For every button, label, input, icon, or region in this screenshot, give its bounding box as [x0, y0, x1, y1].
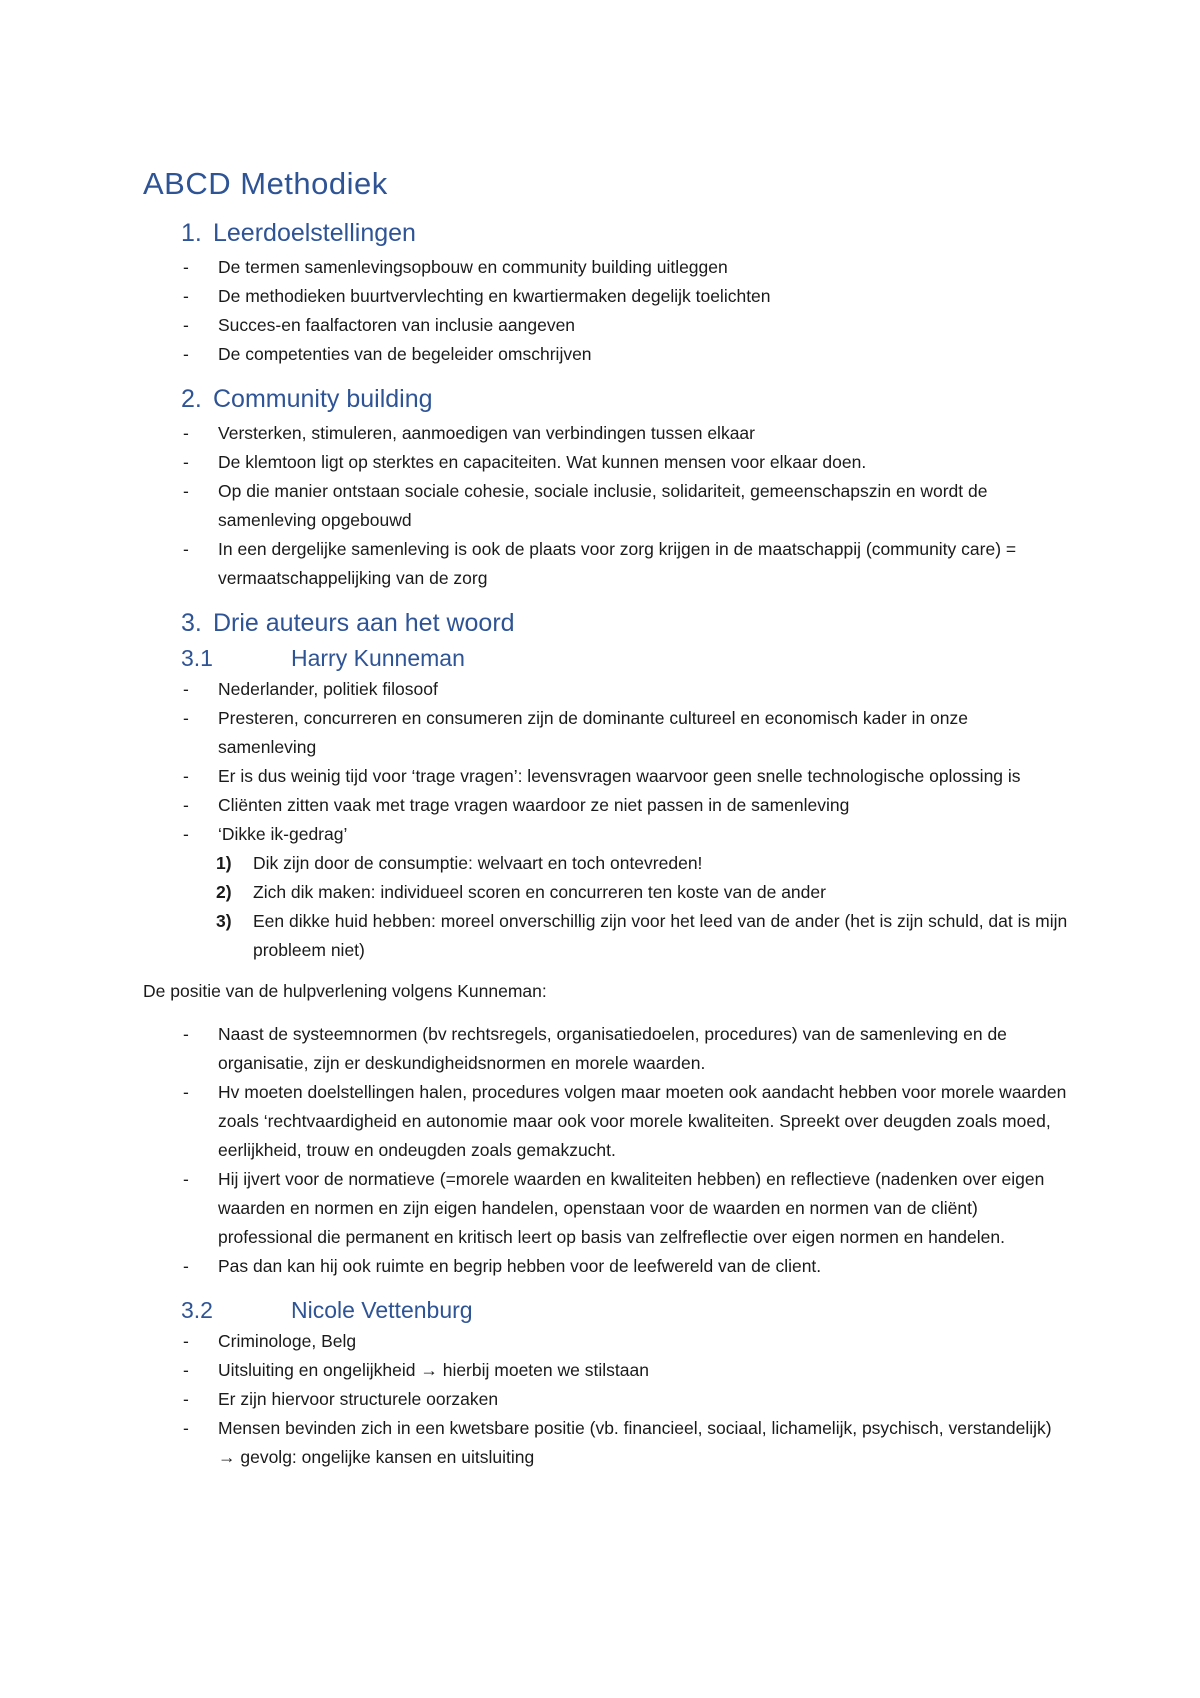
heading-drie-auteurs: [143, 607, 1070, 639]
list-item: - In een dergelijke samenleving is ook de plaats voor zorg krijgen in de maatschappij (community care) = vermaatschappelijking van de zorg: [143, 535, 1070, 593]
list-item: - Cliënten zitten vaak met trage vragen waardoor ze niet passen in de samenleving: [143, 791, 1070, 820]
list-item: - De termen samenlevingsopbouw en community building uitleggen: [143, 253, 1070, 282]
list-item: - De competenties van de begeleider omschrijven: [143, 340, 1070, 369]
item-text: Dik zijn door de consumptie: welvaart en toch ontevreden!: [253, 853, 703, 873]
list-item: - Criminologe, Belg: [143, 1327, 1070, 1356]
numbered-item: [143, 907, 1070, 965]
item-marker: 1): [216, 853, 232, 873]
list-item: - Naast de systeemnormen (bv rechtsregels, organisatiedoelen, procedures) van de samenleving en de organisatie, zijn er deskundigheidsnormen en morele waarden.: [143, 1020, 1070, 1078]
heading-text: Community building: [213, 385, 433, 413]
kunneman-list: [143, 675, 1070, 849]
subheading-nicole-vettenburg: [143, 1295, 1070, 1325]
vettenburg-list: [143, 1327, 1070, 1472]
document-title: ABCD Methodiek: [143, 166, 388, 201]
subheading-text: Nicole Vettenburg: [291, 1297, 473, 1323]
list-item: - De klemtoon ligt op sterktes en capaciteiten. Wat kunnen mensen voor elkaar doen.: [143, 448, 1070, 477]
list-item: - Nederlander, politiek filosoof: [143, 675, 1070, 704]
item-marker: 3): [216, 911, 232, 931]
leerdoelstellingen-list: [143, 253, 1070, 369]
paragraph-positie-hulpverlening: De positie van de hulpverlening volgens Kunneman:: [143, 981, 547, 1001]
heading-leerdoelstellingen: [143, 217, 1070, 249]
heading-number: 1.: [181, 219, 202, 247]
subheading-number: 3.1: [181, 645, 213, 671]
heading-number: 3.: [181, 609, 202, 637]
subheading-text: Harry Kunneman: [291, 645, 465, 671]
list-item: - Pas dan kan hij ook ruimte en begrip hebben voor de leefwereld van de client.: [143, 1252, 1070, 1281]
item-text: Een dikke huid hebben: moreel onverschillig zijn voor het leed van de ander (het is zijn schuld, dat is mijn probleem niet): [253, 911, 1068, 960]
heading-text: Leerdoelstellingen: [213, 219, 416, 247]
heading-number: 2.: [181, 385, 202, 413]
numbered-item: [143, 849, 1070, 878]
community-building-list: [143, 419, 1070, 593]
list-item: - Mensen bevinden zich in een kwetsbare positie (vb. financieel, sociaal, lichamelijk, psychisch, verstandelijk) → gevolg: ongelijke kansen en uitsluiting: [143, 1414, 1070, 1472]
list-item: - Er is dus weinig tijd voor ‘trage vragen’: levensvragen waarvoor geen snelle technologische oplossing is: [143, 762, 1070, 791]
list-item: - De methodieken buurtvervlechting en kwartiermaken degelijk toelichten: [143, 282, 1070, 311]
list-item: - Hij ijvert voor de normatieve (=morele waarden en kwaliteiten hebben) en reflectieve (nadenken over eigen waarden en normen en zijn eigen handelen, openstaan voor de waarden en normen van de cliënt) professional die permanent en kritisch leert op basis van zelfreflectie over eigen normen en handelen.: [143, 1165, 1070, 1252]
subheading-harry-kunneman: [143, 643, 1070, 673]
list-item: - Er zijn hiervoor structurele oorzaken: [143, 1385, 1070, 1414]
heading-community-building: [143, 383, 1070, 415]
list-item: - Uitsluiting en ongelijkheid → hierbij moeten we stilstaan: [143, 1356, 1070, 1385]
list-item: - Presteren, concurreren en consumeren zijn de dominante cultureel en economisch kader in onze samenleving: [143, 704, 1070, 762]
list-item: - ‘Dikke ik-gedrag’: [143, 820, 1070, 849]
item-marker: 2): [216, 882, 232, 902]
list-item: - Succes-en faalfactoren van inclusie aangeven: [143, 311, 1070, 340]
item-text: Zich dik maken: individueel scoren en concurreren ten koste van de ander: [253, 882, 826, 902]
list-item: - Op die manier ontstaan sociale cohesie, sociale inclusie, solidariteit, gemeenschapszin en wordt de samenleving opgebouwd: [143, 477, 1070, 535]
list-item: - Versterken, stimuleren, aanmoedigen van verbindingen tussen elkaar: [143, 419, 1070, 448]
subheading-number: 3.2: [181, 1297, 213, 1323]
heading-text: Drie auteurs aan het woord: [213, 609, 515, 637]
hulpverlening-list: [143, 1020, 1070, 1281]
numbered-item: [143, 878, 1070, 907]
dikke-ik-gedrag-list: [143, 849, 1070, 965]
list-item: - Hv moeten doelstellingen halen, procedures volgen maar moeten ook aandacht hebben voor morele waarden zoals ‘rechtvaardigheid en autonomie maar ook voor morele kwaliteiten. Spreekt over deugden zoals moed, eerlijkheid, trouw en ondeugden zoals gemakzucht.: [143, 1078, 1070, 1165]
